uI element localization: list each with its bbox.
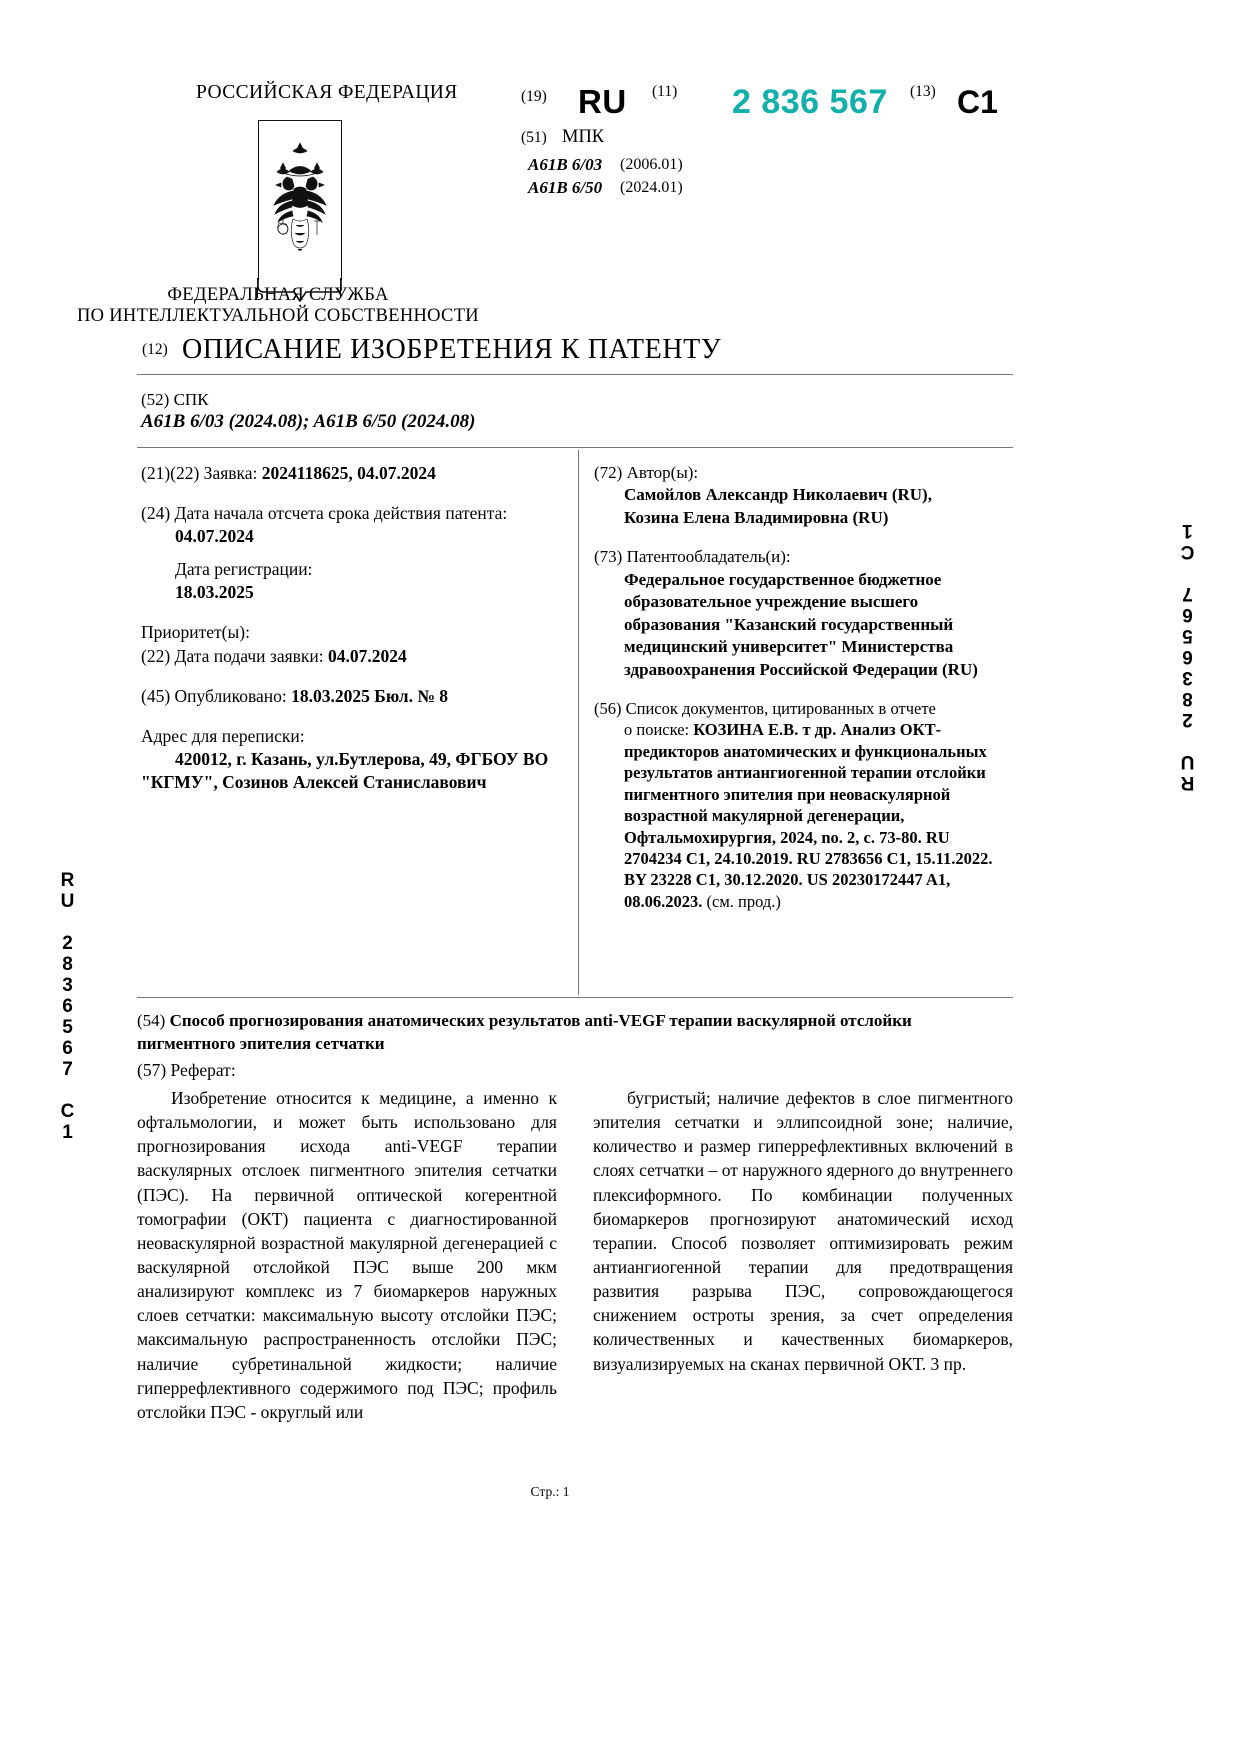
citations-text: КОЗИНА Е.В. т др. Анализ ОКТ-предикторов анатомических и функциональных результатов антиангиогенной терапии отслойки пигментного эпителия при неоваскулярной возрастной макулярной дегенерации, Офтальмохирургия, 2024, no. 2, с. 73-80. RU 2704234 C1, 24.10.2019. RU 2783656 C1, 15.11.2022. BY 23228 C1, 30.12.2020. US 20230172447 A1, 08.06.2023. [624, 720, 993, 911]
application-label: (21)(22) Заявка: [141, 463, 258, 483]
published-bulletin: Бюл. № 8 [374, 685, 449, 706]
assignee-label: (73) Патентообладатель(и): [594, 547, 791, 567]
correspondence-line1: 420012, г. Казань, ул.Бутлерова, 49, ФГБОУ ВО [175, 748, 549, 769]
field-application [141, 462, 561, 485]
published-date: 18.03.2025 [291, 685, 370, 706]
authors-label: (72) Автор(ы): [594, 463, 699, 482]
side-patent-number-right: RU 2836567 C1 [1177, 520, 1198, 793]
published-label: (45) Опубликовано: [141, 685, 287, 706]
inid-13-code: (13) [910, 83, 936, 100]
application-value: 2024118625, 04.07.2024 [261, 463, 436, 483]
inid-11-code: (11) [652, 83, 678, 100]
divider-under-cpc [137, 447, 1013, 448]
office-code-ru: RU [578, 83, 627, 120]
inid-12-code: (12) [142, 341, 168, 358]
inid-57-code: (57) [137, 1060, 167, 1080]
patent-number: 2 836 567 [732, 83, 888, 121]
inid-19-code: (19) [521, 88, 547, 105]
field-citations [594, 698, 1006, 912]
citations-lead: о поиске: [624, 720, 690, 740]
ipc-class-2-version: (2024.01) [620, 179, 683, 196]
field-registration [141, 558, 561, 604]
correspondence-label: Адрес для переписки: [141, 725, 305, 746]
term-start-label: (24) Дата начала отсчета срока действия патента: [141, 503, 508, 524]
column-divider [578, 450, 579, 995]
author-name-1: Самойлов Александр Николаевич (RU), [624, 485, 932, 505]
ipc-class-1-value: A61B 6/03 [528, 155, 603, 174]
filing-date-value: 04.07.2024 [328, 645, 407, 666]
divider-under-title [137, 374, 1013, 375]
citations-label: (56) Список документов, цитированных в отчете [594, 698, 936, 718]
abstract-paragraph-2: бугристый; наличие дефектов в слое пигментного эпителия сетчатки и эллипсоидной зоне; наличие, количество и размер гиперрефлективных включений в слоях сетчатки – от наружного ядерного до внутреннего плексиформного. По комбинации полученных биомаркеров прогнозируют анатомический исход терапии. Способ позволяет оптимизировать режим антиангиогенной терапии для предотвращения развития разрыва ПЭС, сопровождающегося снижением остроты зрения, за счет определения количественных и качественных биомаркеров, визуализируемых на сканах первичной ОКТ. 3 пр. [593, 1088, 1013, 1374]
divider-above-invention-title [137, 997, 1013, 998]
ipc-class-1 [528, 155, 602, 175]
field-term-start [141, 502, 561, 548]
kind-code: C1 [957, 84, 998, 120]
registration-label: Дата регистрации: [175, 559, 313, 580]
page-footer: Стр.: 1 [530, 1484, 570, 1499]
abstract-label: Реферат: [170, 1060, 236, 1080]
cpc-value: A61B 6/03 (2024.08); A61B 6/50 (2024.08) [141, 411, 476, 432]
field-priority [141, 621, 561, 667]
coat-of-arms-frame [258, 120, 342, 280]
ipc-class-2 [528, 178, 602, 198]
ipc-label: МПК [562, 127, 605, 147]
field-published [141, 685, 561, 708]
field-authors [594, 462, 1006, 529]
side-patent-number-left: RU 2836567 C1 [57, 870, 78, 1143]
bibliographic-left-column [141, 462, 561, 811]
invention-title-block [137, 1010, 1013, 1056]
filing-date-label: (22) Дата подачи заявки: [141, 645, 324, 666]
citations-body [594, 719, 1006, 912]
agency-name-line1: ФЕДЕРАЛЬНАЯ СЛУЖБА [167, 285, 389, 305]
abstract-paragraph-1: Изобретение относится к медицине, а именно к офтальмологии, и может быть использовано для прогнозирования исхода anti-VEGF терапии васкулярных отслоек пигментного эпителия сетчатки (ПЭС). На первичной оптической когерентной томографии (ОКТ) пациента с диагностированной неоваскулярной возрастной макулярной дегенерацией с васкулярной отслойкой ПЭС выше 200 мкм анализируют комплекс из 7 биомаркеров наружных слоев сетчатки: максимальную высоту отслойки ПЭС; максимальную распространенность отслойки ПЭС; наличие субретинальной жидкости; наличие гиперрефлективного содержимого под ПЭС; профиль отслойки ПЭС - округлый или [137, 1088, 557, 1422]
abstract-heading [137, 1060, 236, 1081]
citations-continued: (см. прод.) [706, 891, 781, 911]
abstract-text [137, 1086, 1013, 1424]
author-name-2: Козина Елена Владимировна (RU) [624, 507, 889, 527]
correspondence-line2: "КГМУ", Созинов Алексей Станиславович [141, 771, 487, 792]
agency-name-line2: ПО ИНТЕЛЛЕКТУАЛЬНОЙ СОБСТВЕННОСТИ [77, 306, 479, 326]
registration-value: 18.03.2025 [175, 582, 254, 603]
document-title: ОПИСАНИЕ ИЗОБРЕТЕНИЯ К ПАТЕНТУ [182, 334, 722, 365]
cpc-code-label: (52) СПК [141, 390, 209, 409]
russian-coat-of-arms-icon [263, 139, 337, 269]
priority-label: Приоритет(ы): [141, 622, 250, 643]
ipc-class-2-value: A61B 6/50 [528, 178, 603, 197]
field-assignee [594, 546, 1006, 681]
field-correspondence [141, 725, 561, 794]
invention-title: Способ прогнозирования анатомических результатов anti-VEGF терапии васкулярной отслойки пигментного эпителия сетчатки [137, 1011, 912, 1053]
country-name: РОССИЙСКАЯ ФЕДЕРАЦИЯ [196, 82, 458, 103]
term-start-value: 04.07.2024 [175, 526, 254, 547]
inid-54-code: (54) [137, 1011, 166, 1030]
bibliographic-right-column [594, 462, 1006, 929]
ipc-class-1-version: (2006.01) [620, 156, 683, 173]
assignee-name: Федеральное государственное бюджетное образовательное учреждение высшего образования "Казанский государственный медицинский университет" Министерства здравоохранения Российской Федерации (RU) [624, 569, 978, 679]
inid-51-code: (51) [521, 129, 547, 146]
